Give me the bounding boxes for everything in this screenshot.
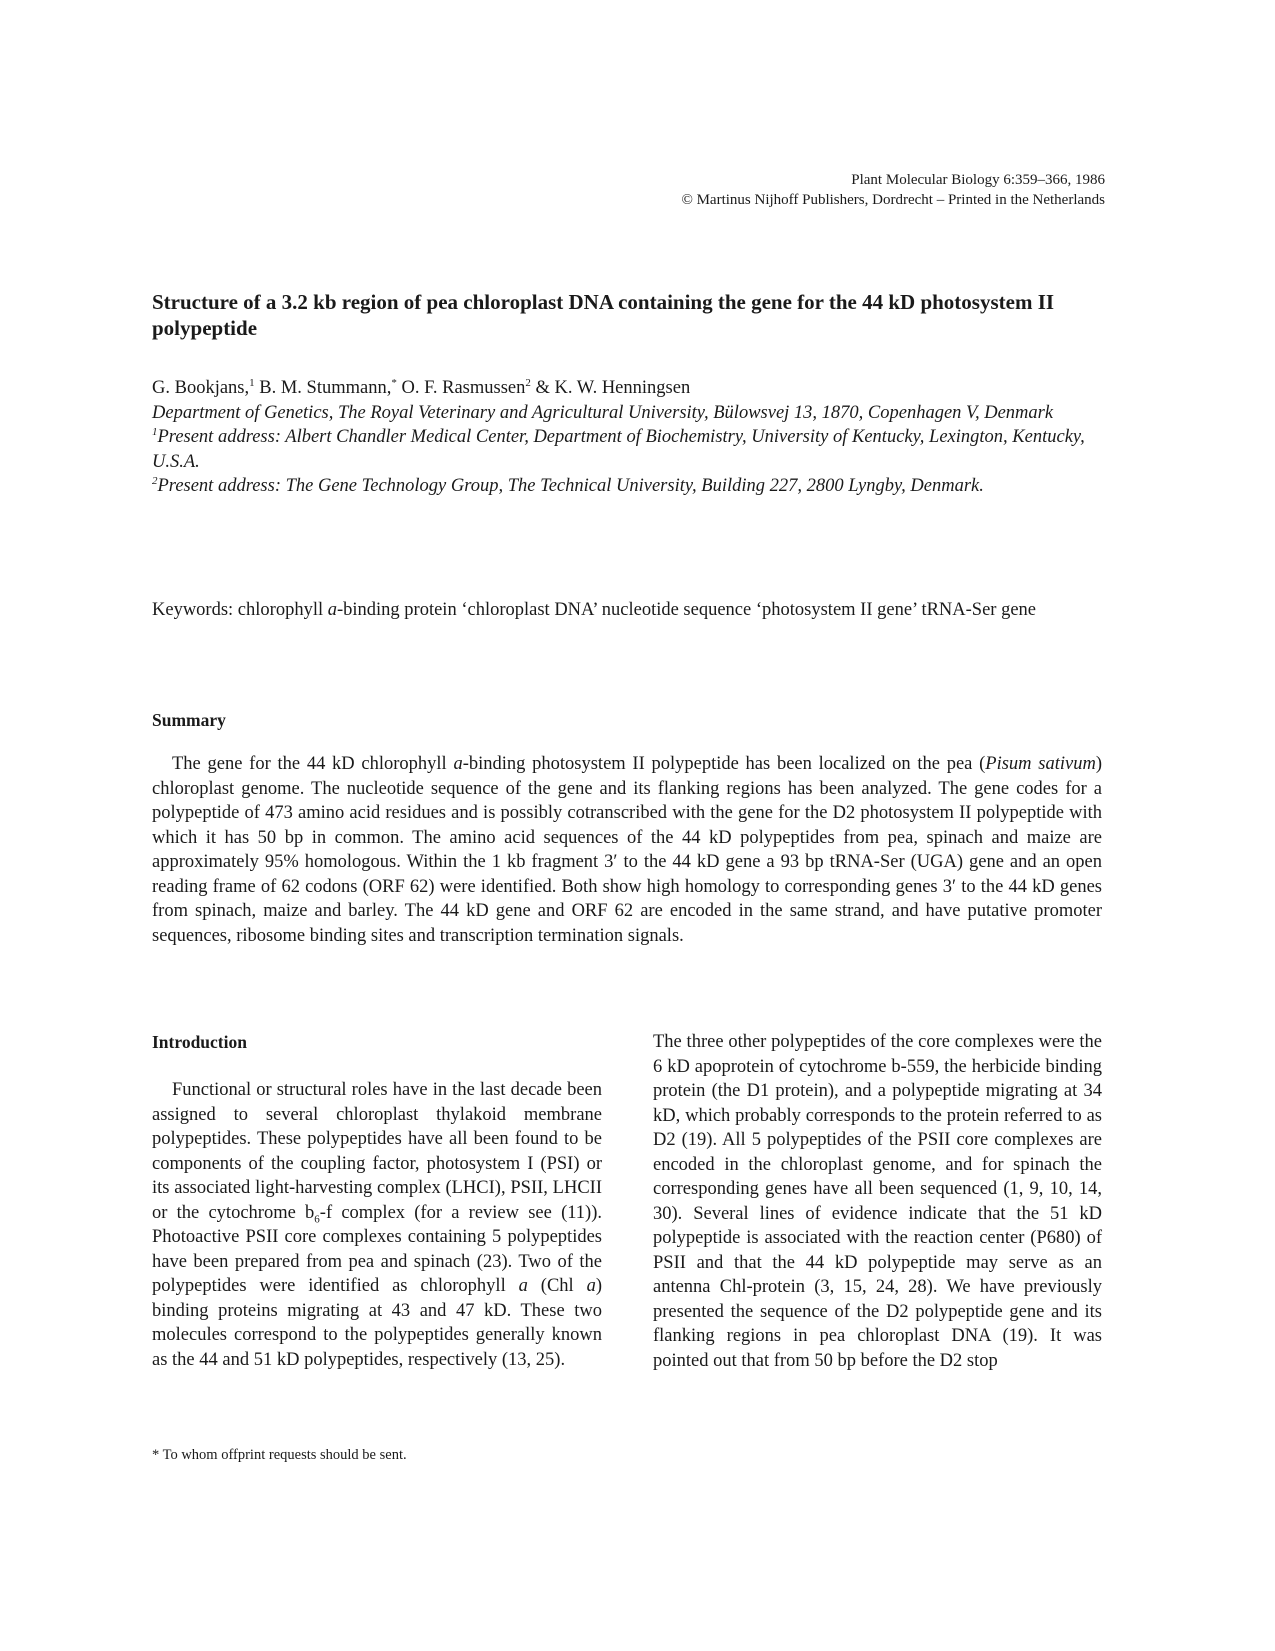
intro-part-1: Functional or structural roles have in the last decade been assigned to several chloroplast thylakoid membrane polypeptides. These polypeptides have all been found to be components of the coupling factor, photosystem I (PSI) or its associated light-harvesting complex (LHCI), PSII, LHCII or the cytochrome b — [152, 1080, 602, 1223]
intro-italic-1: a — [518, 1276, 528, 1296]
author-3-sup: 2 — [525, 376, 531, 389]
journal-citation — [681, 170, 1105, 210]
author-1: G. Bookjans, — [152, 378, 250, 398]
author-1-sup: 1 — [249, 376, 255, 389]
affiliation-main: Department of Genetics, The Royal Veterinary and Agricultural University, Bülowsvej 13, 1870, Copenhagen V, Denmark — [152, 402, 1054, 423]
summary-italic-1: a — [453, 754, 463, 774]
affiliation-1-sup: 1 — [152, 425, 158, 438]
summary-heading: Summary — [152, 710, 226, 730]
affiliation-2-sup: 2 — [152, 474, 158, 487]
keywords-part-1: Keywords: chlorophyll — [152, 600, 328, 620]
summary-text — [152, 752, 1102, 948]
intro-part-4: ) binding proteins migrating at 43 and 47 kD. These two molecules correspond to the polypeptides generally known as the 44 and 51 kD polypeptides, respectively (13, 25). — [152, 1276, 602, 1370]
intro-part-3: (Chl — [527, 1276, 587, 1296]
introduction-heading: Introduction — [152, 1032, 247, 1052]
author-block — [152, 376, 1102, 499]
keywords-part-2: -binding protein ‘chloroplast DNA’ nucleotide sequence ‘photosystem II gene’ tRNA-Ser gene — [336, 600, 1037, 620]
summary-italic-2: Pisum sativum — [985, 754, 1096, 774]
author-3: O. F. Rasmussen — [396, 378, 526, 398]
journal-line-1: Plant Molecular Biology 6:359–366, 1986 — [851, 172, 1105, 188]
intro-subscript: 6 — [314, 1213, 320, 1226]
article-title: Structure of a 3.2 kb region of pea chloroplast DNA containing the gene for the 44 kD photosystem II polypeptide — [152, 290, 1055, 340]
author-2-sup: * — [391, 376, 397, 389]
intro-part-2: -f complex (for a review see (11)). Photoactive PSII core complexes containing 5 polypeptides have been prepared from pea and spinach (23). Two of the polypeptides were identified as chlorophyll — [152, 1202, 602, 1296]
journal-line-2: © Martinus Nijhoff Publishers, Dordrecht – Printed in the Netherlands — [681, 192, 1105, 208]
summary-part-2: -binding photosystem II polypeptide has been localized on the pea ( — [462, 754, 986, 774]
affiliation-present-1 — [152, 425, 1102, 474]
author-4: & K. W. Henningsen — [530, 378, 691, 398]
left-column — [152, 1030, 602, 1372]
introduction-paragraph-left — [152, 1078, 602, 1372]
keywords-italic: a — [327, 600, 337, 620]
footnote: * To whom offprint requests should be sent. — [152, 1447, 407, 1463]
affiliation-present-2 — [152, 474, 1102, 499]
keywords — [152, 598, 1102, 623]
author-list — [152, 376, 1102, 401]
affiliation-2-text: Present address: The Gene Technology Group, The Technical University, Building 227, 2800 Lyngby, Denmark. — [157, 476, 984, 496]
introduction-paragraph-right: The three other polypeptides of the core complexes were the 6 kD apoprotein of cytochrome b-559, the herbicide binding protein (the D1 protein), and a polypeptide migrating at 34 kD, which probably corresponds to the protein referred to as D2 (19). All 5 polypeptides of the PSII core complexes are encoded in the chloroplast genome, and for spinach the corresponding genes have all been sequenced (1, 9, 10, 14, 30). Several lines of evidence indicate that the 51 kD polypeptide is associated with the reaction center (P680) of PSII and that the 44 kD polypeptide may serve as an antenna Chl-protein (3, 15, 24, 28). We have previously presented the sequence of the D2 polypeptide gene and its flanking regions in pea chloroplast DNA (19). It was pointed out that from 50 bp before the D2 stop — [653, 1032, 1102, 1371]
summary-part-3: ) chloroplast genome. The nucleotide sequence of the gene and its flanking regions has been analyzed. The gene codes for a polypeptide of 473 amino acid residues and is possibly cotranscribed with the gene for the D2 photosystem II polypeptide with which it has 50 bp in common. The amino acid sequences of the 44 kD polypeptides from pea, spinach and maize are approximately 95% homologous. Within the 1 kb fragment 3′ to the 44 kD gene a 93 bp tRNA-Ser (UGA) gene and an open reading frame of 62 codons (ORF 62) were identified. Both show high homology to corresponding genes 3′ to the 44 kD genes from spinach, maize and barley. The 44 kD gene and ORF 62 are encoded in the same strand, and have putative promoter sequences, ribosome binding sites and transcription termination signals. — [152, 754, 1102, 946]
affiliation-1-text: Present address: Albert Chandler Medical Center, Department of Biochemistry, University of Kentucky, Lexington, Kentucky, U.S.A. — [152, 427, 1085, 472]
intro-italic-2: a — [586, 1276, 596, 1296]
author-2: B. M. Stummann, — [254, 378, 392, 398]
summary-part-1: The gene for the 44 kD chlorophyll — [172, 754, 454, 774]
right-column — [653, 1030, 1102, 1373]
